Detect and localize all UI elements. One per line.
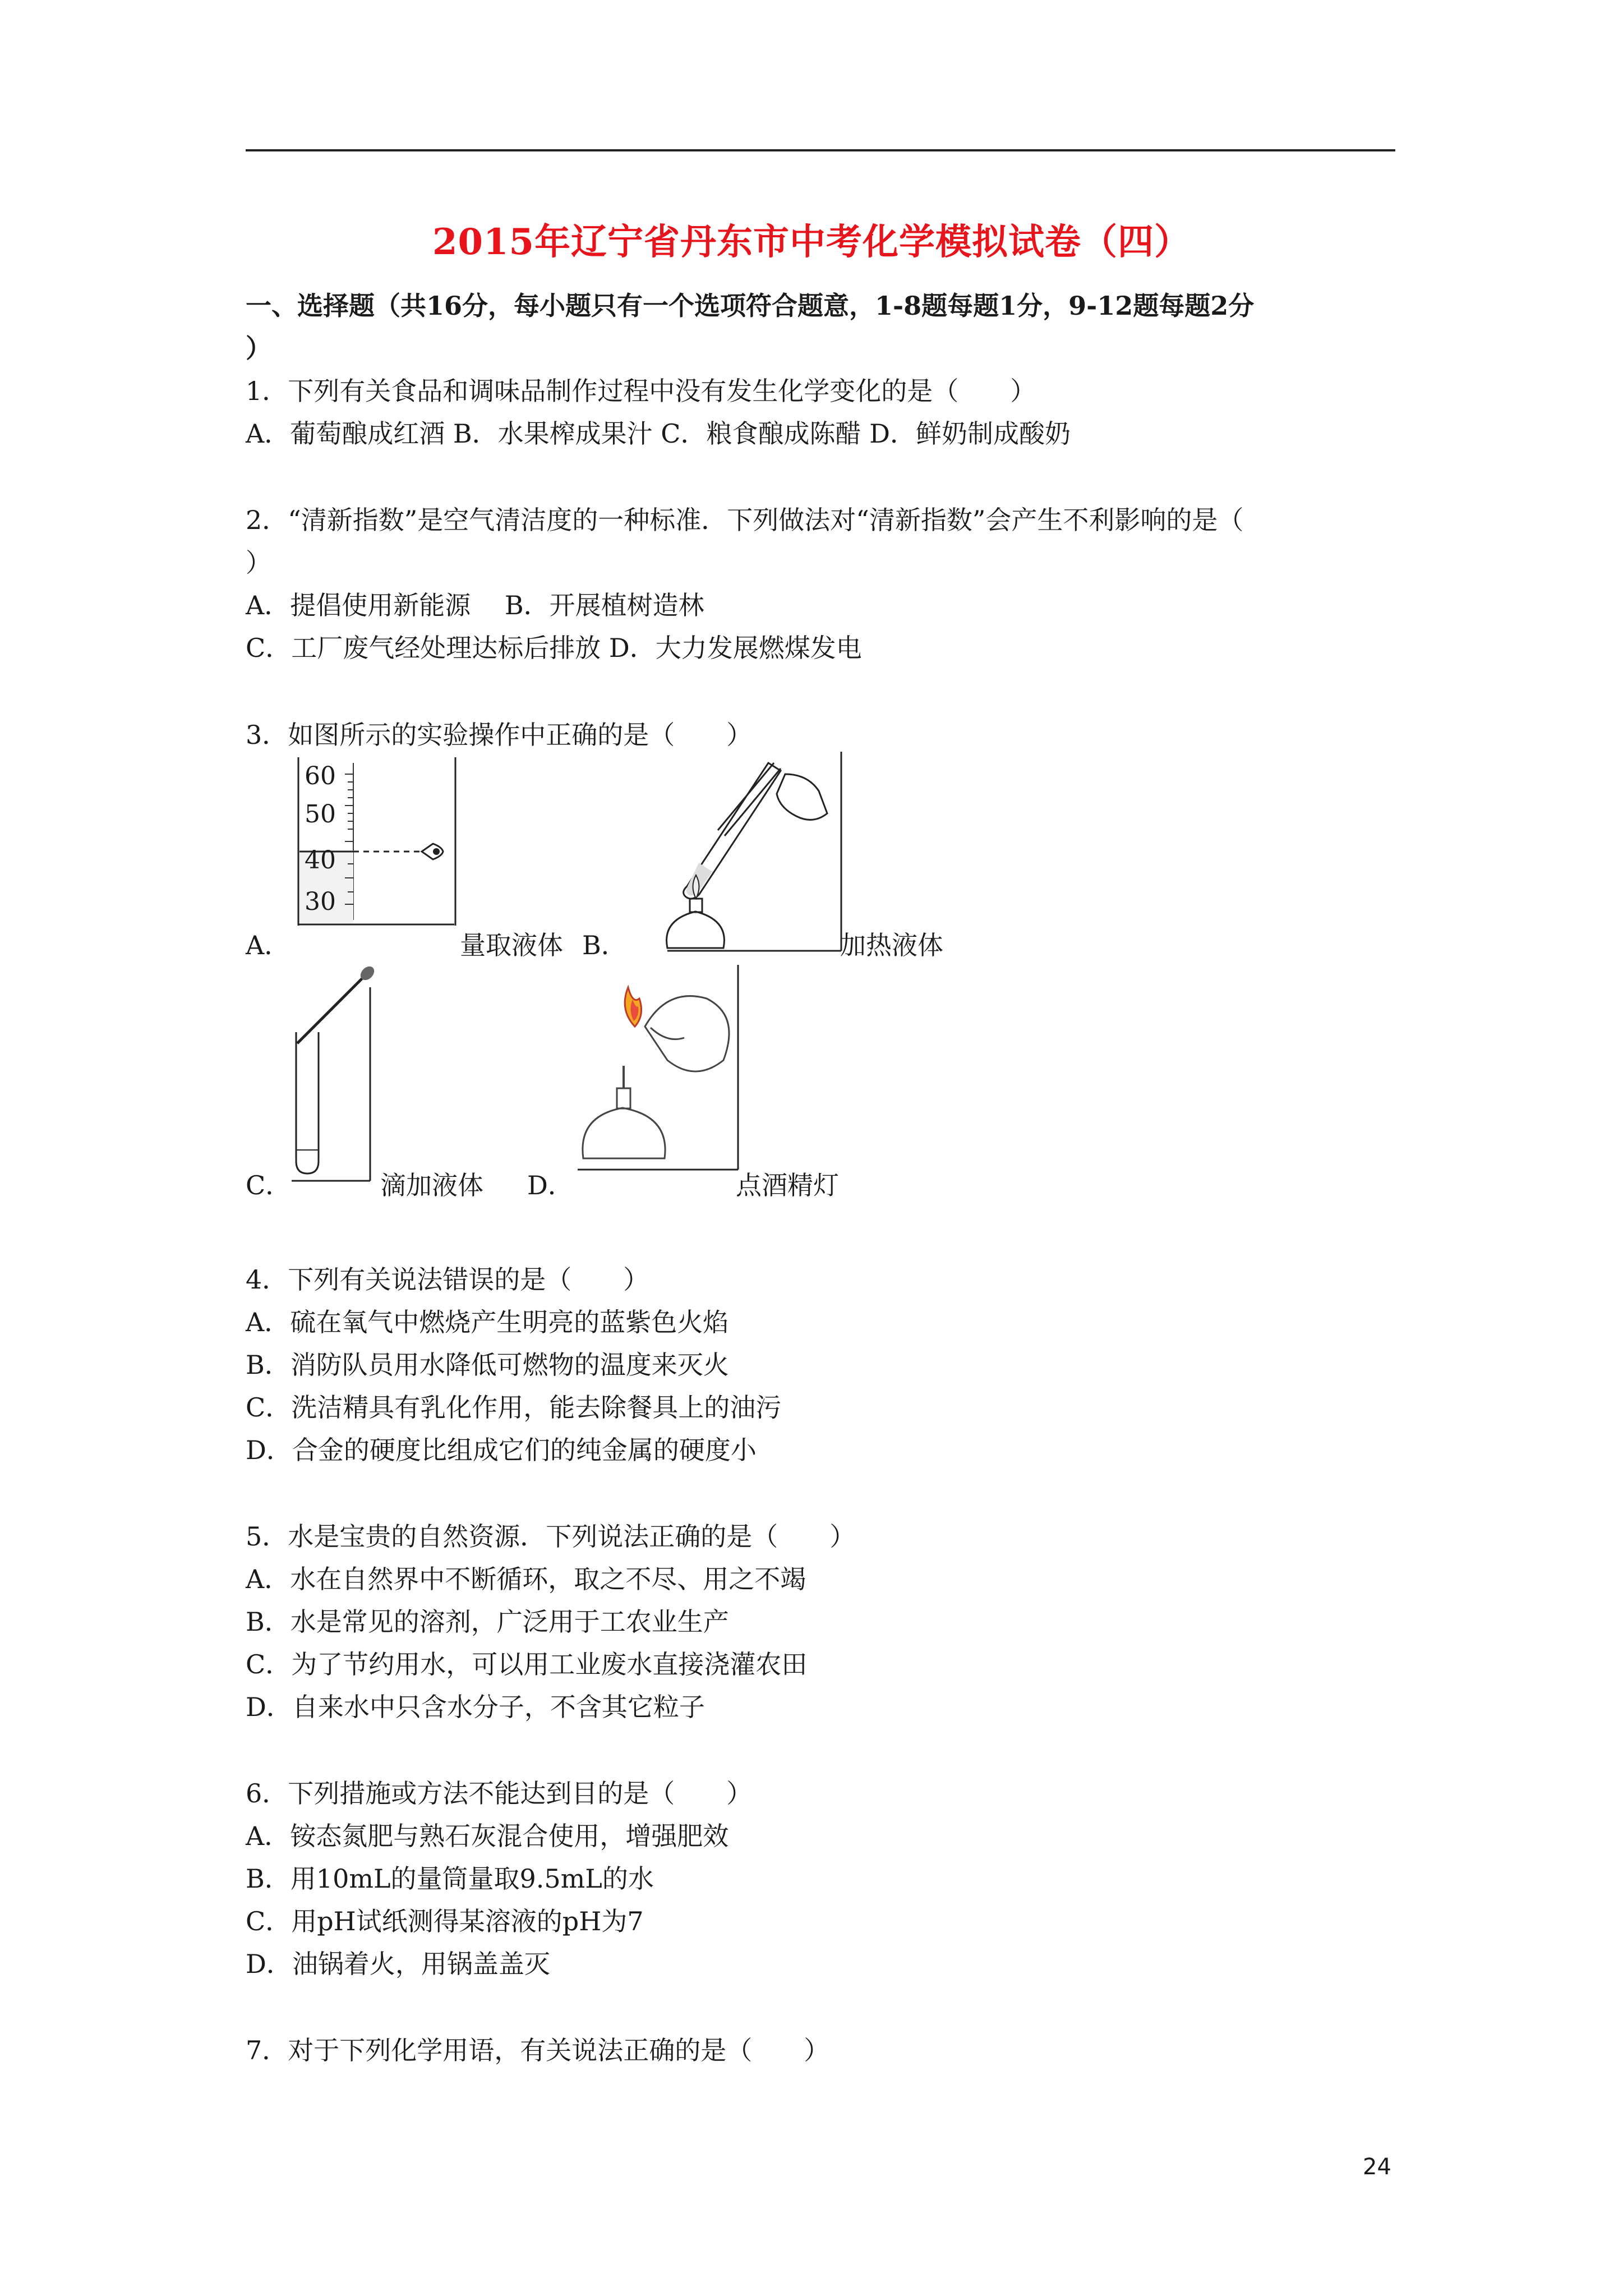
q2-stem: 2．“清新指数”是空气清洁度的一种标准．下列做法对“清新指数”会产生不利影响的是（ bbox=[246, 505, 1244, 535]
tick-label-30: 30 bbox=[305, 887, 336, 916]
q6-option-d: D．油锅着火，用锅盖盖灭 bbox=[246, 1949, 550, 1979]
q4-option-c: C．洗洁精具有乳化作用，能去除餐具上的油污 bbox=[246, 1392, 782, 1423]
page-number: 24 bbox=[1363, 2154, 1391, 2180]
hand-icon bbox=[777, 774, 827, 820]
q1-stem: 1．下列有关食品和调味品制作过程中没有发生化学变化的是（ ） bbox=[246, 376, 1036, 406]
q4-option-b: B．消防队员用水降低可燃物的温度来灭火 bbox=[246, 1350, 729, 1380]
page-title: 2015年辽宁省丹东市中考化学模拟试卷（四） bbox=[432, 221, 1191, 263]
tilted-alcohol-lamp-icon bbox=[645, 996, 729, 1071]
q3-option-d-caption: 点酒精灯 bbox=[736, 1170, 839, 1200]
q3-option-b-label: B． bbox=[582, 930, 627, 960]
eye-icon bbox=[422, 844, 443, 859]
header-rule bbox=[246, 149, 1395, 151]
tick-label-40: 40 bbox=[305, 846, 336, 875]
q6-option-a: A．铵态氮肥与熟石灰混合使用，增强肥效 bbox=[246, 1821, 729, 1851]
q3-stem: 3．如图所示的实验操作中正确的是（ ） bbox=[246, 720, 753, 750]
q3-option-c-caption: 滴加液体 bbox=[380, 1170, 483, 1200]
q6-option-c: C．用pH试纸测得某溶液的pH为7 bbox=[246, 1906, 644, 1936]
q5-option-c: C．为了节约用水，可以用工业废水直接浇灌农田 bbox=[246, 1649, 808, 1680]
q4-stem: 4．下列有关说法错误的是（ ） bbox=[246, 1264, 649, 1295]
dropping-liquid-figure bbox=[280, 965, 393, 1184]
q6-option-b: B．用10mL的量筒量取9.5mL的水 bbox=[246, 1864, 654, 1894]
q4-option-a: A．硫在氧气中燃烧产生明亮的蓝紫色火焰 bbox=[246, 1307, 729, 1337]
q3-option-d-label: D． bbox=[527, 1170, 574, 1200]
q1-options: A．葡萄酿成红酒 B．水果榨成果汁 C．粮食酿成陈醋 D．鲜奶制成酸奶 bbox=[246, 418, 1071, 449]
dropper-icon bbox=[297, 965, 377, 1043]
q5-stem: 5．水是宝贵的自然资源．下列说法正确的是（ ） bbox=[246, 1521, 856, 1552]
section-heading: 一、选择题（共16分，每小题只有一个选项符合题意，1-8题每题1分，9-12题每题2分 bbox=[246, 291, 1255, 321]
alcohol-lamp-icon bbox=[667, 875, 725, 948]
q5-option-b: B．水是常见的溶剂，广泛用于工农业生产 bbox=[246, 1607, 729, 1637]
q2-options-ab: A．提倡使用新能源 B．开展植树造林 bbox=[246, 590, 704, 620]
q4-option-d: D．合金的硬度比组成它们的纯金属的硬度小 bbox=[246, 1435, 757, 1465]
q3-option-a-label: A． bbox=[246, 930, 291, 960]
q5-option-d: D．自来水中只含水分子，不含其它粒子 bbox=[246, 1692, 705, 1722]
q5-option-a: A．水在自然界中不断循环，取之不尽、用之不竭 bbox=[246, 1564, 806, 1594]
lighting-lamp-figure bbox=[572, 965, 751, 1172]
flame-icon bbox=[625, 987, 641, 1027]
q3-option-b-caption: 加热液体 bbox=[840, 930, 943, 960]
tick-label-60: 60 bbox=[305, 762, 336, 790]
q3-option-c-label: C． bbox=[246, 1170, 292, 1200]
alcohol-lamp-icon bbox=[583, 1066, 665, 1158]
q6-stem: 6．下列措施或方法不能达到目的是（ ） bbox=[246, 1778, 753, 1809]
tick-label-50: 50 bbox=[305, 800, 336, 829]
q2-options-cd: C．工厂废气经处理达标后排放 D．大力发展燃煤发电 bbox=[246, 633, 862, 663]
section-heading-cont: ） bbox=[246, 333, 271, 364]
q2-stem-cont: ） bbox=[246, 547, 271, 578]
q3-option-a-caption: 量取液体 bbox=[460, 930, 563, 960]
test-tube-icon bbox=[296, 1032, 319, 1174]
q7-stem: 7．对于下列化学用语，有关说法正确的是（ ） bbox=[246, 2035, 830, 2065]
heating-liquid-figure bbox=[634, 752, 847, 954]
